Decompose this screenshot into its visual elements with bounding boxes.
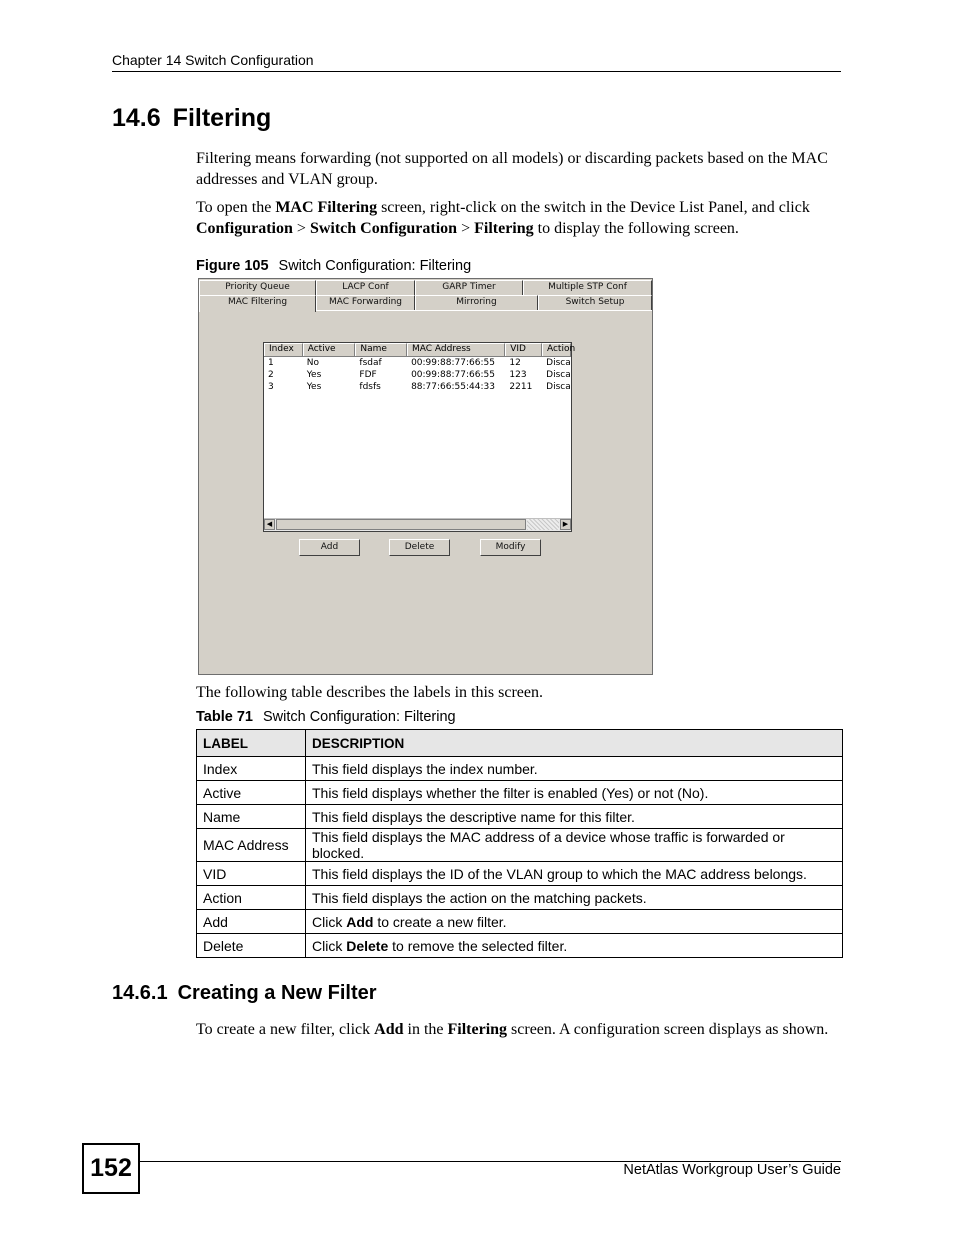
cell: 2211: [509, 382, 533, 392]
horizontal-scrollbar[interactable]: [264, 518, 571, 531]
running-head: Chapter 14 Switch Configuration: [112, 52, 314, 68]
tab-multiple-stp-conf[interactable]: Multiple STP Conf: [523, 280, 652, 295]
row-description: [306, 934, 843, 958]
page-number: 152: [82, 1143, 140, 1194]
header-rule: [112, 71, 841, 72]
create-filter-paragraph: [196, 1020, 841, 1041]
cell: No: [306, 358, 319, 368]
section-number: 14.6: [112, 104, 161, 132]
bold-run: Add: [346, 913, 374, 930]
text-run: in the: [403, 1021, 448, 1038]
cell: Disca: [546, 382, 571, 392]
table-row: [197, 805, 843, 829]
cell: Disca: [546, 370, 571, 380]
cell: Disca: [546, 358, 571, 368]
add-button[interactable]: Add: [299, 539, 360, 556]
table-row: [197, 910, 843, 934]
tab-mac-filtering[interactable]: MAC Filtering: [199, 295, 316, 312]
bold-run: Switch Configuration: [309, 219, 458, 237]
table-caption-text: Switch Configuration: Filtering: [262, 709, 456, 725]
tab-mac-forwarding[interactable]: MAC Forwarding: [316, 295, 415, 310]
table-header-row: [197, 730, 843, 757]
table-row: [197, 757, 843, 781]
bold-run: Add: [374, 1021, 404, 1038]
label-description-table: [196, 729, 843, 958]
cell: 123: [509, 370, 527, 380]
table-row: [197, 886, 843, 910]
row-description: This field displays the MAC address of a device whose traffic is forwarded or blocked.: [306, 829, 843, 862]
row-label: Index: [197, 757, 306, 781]
bold-run: Filtering: [474, 219, 534, 237]
text-run: Click: [312, 937, 347, 954]
row-description: [306, 910, 843, 934]
row-label: MAC Address: [197, 829, 306, 862]
bold-run: Delete: [346, 937, 389, 954]
text-run: screen, right-click on the switch in the Device List Panel, and click: [377, 199, 810, 216]
cell: 3: [268, 382, 274, 392]
cell: 88:77:66:55:44:33: [411, 382, 495, 392]
tab-lacp-conf[interactable]: LACP Conf: [316, 280, 415, 295]
text-run: >: [457, 219, 475, 237]
text-run: to create a new filter.: [373, 913, 507, 930]
modify-button[interactable]: Modify: [480, 539, 541, 556]
text-run: to remove the selected filter.: [388, 937, 568, 954]
scroll-left-icon[interactable]: ◀: [264, 519, 275, 530]
row-description: This field displays whether the filter is enabled (Yes) or not (No).: [306, 781, 843, 805]
list-item[interactable]: [264, 357, 571, 369]
tab-switch-setup[interactable]: Switch Setup: [538, 295, 652, 310]
row-label: VID: [197, 862, 306, 886]
subsection-heading: [112, 982, 377, 1005]
table-row: [197, 862, 843, 886]
row-label: Delete: [197, 934, 306, 958]
row-description: This field displays the action on the matching packets.: [306, 886, 843, 910]
figure-caption-text: Switch Configuration: Filtering: [278, 258, 472, 274]
table-intro: The following table describes the labels in this screen.: [196, 684, 544, 701]
table-caption: [196, 709, 456, 725]
filtering-screenshot: [198, 278, 653, 675]
bold-run: Filtering: [447, 1021, 508, 1038]
cell: FDF: [359, 370, 377, 380]
table-caption-label: Table 71: [196, 709, 253, 725]
text-run: to display the following screen.: [533, 219, 739, 237]
table-row: [197, 934, 843, 958]
guide-title: NetAtlas Workgroup User’s Guide: [623, 1162, 841, 1178]
row-label: Active: [197, 781, 306, 805]
subsection-number: 14.6.1: [112, 982, 168, 1004]
row-description: This field displays the index number.: [306, 757, 843, 781]
scroll-thumb[interactable]: [276, 519, 526, 530]
cell: fdsfs: [359, 382, 381, 392]
column-mac-address[interactable]: MAC Address: [407, 343, 505, 356]
figure-caption-label: Figure 105: [196, 258, 269, 274]
row-label: Add: [197, 910, 306, 934]
open-instructions-paragraph: [196, 198, 841, 239]
text-run: To open the: [196, 199, 276, 216]
scroll-right-icon[interactable]: ▶: [560, 519, 571, 530]
list-item[interactable]: [264, 369, 571, 381]
tab-mirroring[interactable]: Mirroring: [415, 295, 538, 310]
scroll-track[interactable]: [527, 519, 559, 530]
cell: 00:99:88:77:66:55: [411, 358, 495, 368]
cell: fsdaf: [359, 358, 382, 368]
filter-list-header: [264, 343, 576, 357]
list-item[interactable]: [264, 381, 571, 393]
text-run: screen. A configuration screen displays as shown.: [507, 1021, 829, 1038]
bold-run: Configuration: [196, 219, 293, 237]
row-description: This field displays the ID of the VLAN group to which the MAC address belongs.: [306, 862, 843, 886]
column-action[interactable]: Action: [542, 343, 571, 356]
tab-priority-queue[interactable]: Priority Queue: [199, 280, 316, 295]
column-vid[interactable]: VID: [505, 343, 542, 356]
section-title: Filtering: [172, 104, 272, 132]
row-label: Name: [197, 805, 306, 829]
column-active[interactable]: Active: [303, 343, 356, 356]
column-name[interactable]: Name: [355, 343, 407, 356]
text-run: To create a new filter, click: [196, 1021, 375, 1038]
cell: 2: [268, 370, 274, 380]
section-heading: [112, 104, 271, 133]
text-run: Click: [312, 913, 347, 930]
text-run: >: [292, 219, 310, 237]
cell: Yes: [306, 370, 322, 380]
subsection-title: Creating a New Filter: [177, 982, 377, 1004]
delete-button[interactable]: Delete: [389, 539, 450, 556]
tab-garp-timer[interactable]: GARP Timer: [415, 280, 523, 295]
header-label: LABEL: [197, 730, 306, 757]
bold-run: MAC Filtering: [275, 199, 378, 216]
row-label: Action: [197, 886, 306, 910]
cell: 00:99:88:77:66:55: [411, 370, 495, 380]
header-description: DESCRIPTION: [306, 730, 843, 757]
table-row: [197, 781, 843, 805]
row-description: This field displays the descriptive name for this filter.: [306, 805, 843, 829]
intro-paragraph: Filtering means forwarding (not supported on all models) or discarding packets based on the MAC addresses and VLAN group.: [196, 150, 828, 188]
cell: Yes: [306, 382, 322, 392]
tab-row-bottom: [199, 295, 652, 310]
cell: 12: [509, 358, 521, 368]
filter-list[interactable]: [263, 342, 576, 532]
cell: 1: [268, 358, 274, 368]
figure-caption: [196, 258, 471, 274]
tab-row-top: [199, 280, 652, 295]
column-index[interactable]: Index: [264, 343, 303, 356]
tab-divider: [316, 310, 652, 311]
table-row: [197, 829, 843, 862]
